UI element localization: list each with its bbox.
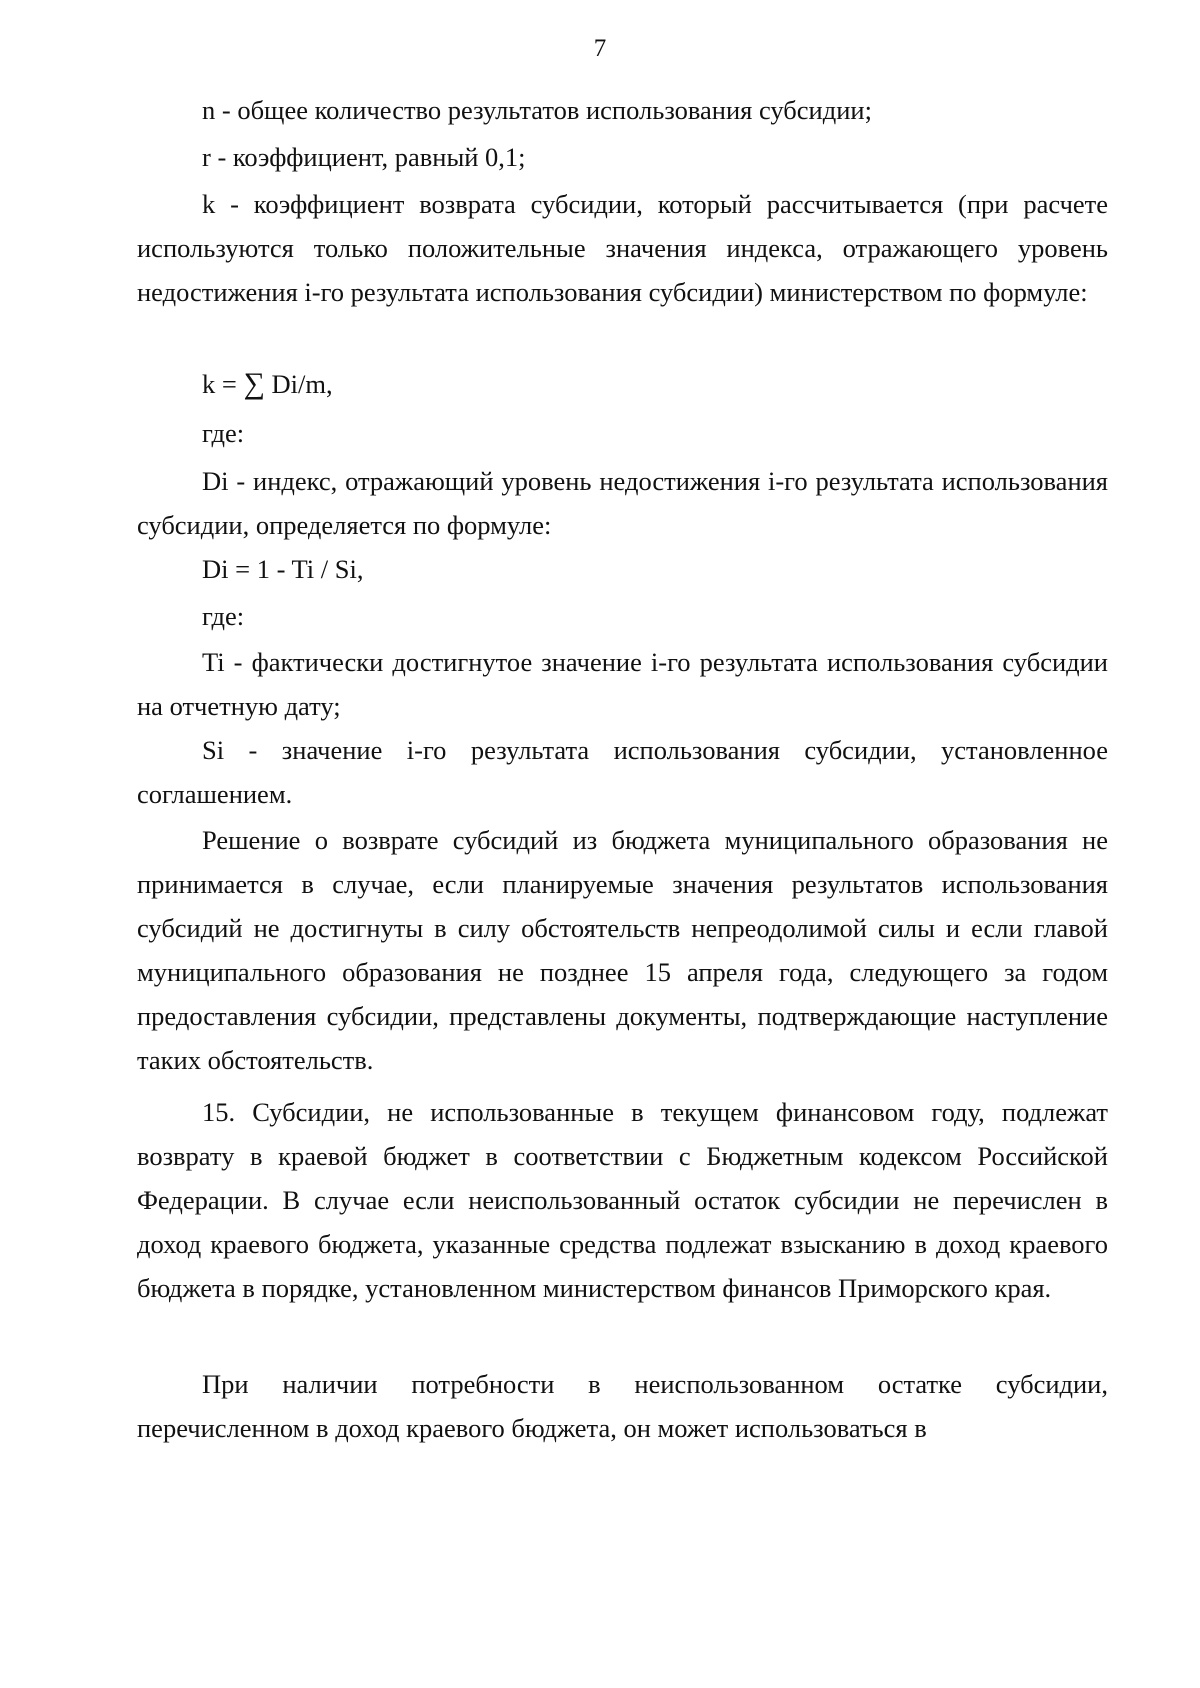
di-formula: Di = 1 - Ti / Si,: [202, 554, 364, 584]
k-formula-block: [137, 362, 1108, 406]
item-15-block: [137, 1090, 1108, 1310]
page-number: 7: [593, 35, 607, 62]
ti-definition-block: [137, 640, 1108, 728]
n-definition: n - общее количество результатов использования субсидии;: [202, 95, 872, 125]
r-definition-block: [137, 135, 1108, 179]
k-formula: [137, 362, 1108, 406]
si-definition: Si - значение i-го результата использования субсидии, установленное соглашением.: [137, 735, 1108, 809]
where-label-2: где:: [202, 601, 245, 631]
n-definition-block: [137, 88, 1108, 132]
di-definition-block: [137, 459, 1108, 547]
ti-definition: Ti - фактически достигнутое значение i-го результата использования субсидии на отчетную дату;: [137, 647, 1108, 721]
k-definition: k - коэффициент возврата субсидии, который рассчитывается (при расчете используются только положительные значения индекса, отражающего уровень недостижения i-го результата использования субсидии) министерством по формуле:: [137, 189, 1108, 307]
di-formula-block: [137, 547, 1108, 591]
si-definition-block: [137, 728, 1108, 816]
k-formula-lhs: k =: [202, 369, 244, 399]
where-label-1: где:: [202, 418, 245, 448]
k-formula-rhs: Di/m,: [264, 369, 333, 399]
k-definition-block: [137, 182, 1108, 314]
item-15-paragraph: 15. Субсидии, не использованные в текущем финансовом году, подлежат возврату в краевой бюджет в соответствии с Бюджетным кодексом Российской Федерации. В случае если неиспользованный остаток субсидии не перечислен в доход краевого бюджета, указанные средства подлежат взысканию в доход краевого бюджета в порядке, установленном министерством финансов Приморского края.: [137, 1097, 1108, 1303]
sum-sign: ∑: [243, 367, 265, 400]
r-definition: r - коэффициент, равный 0,1;: [202, 142, 526, 172]
where-2-block: [137, 594, 1108, 638]
need-block: [137, 1362, 1108, 1450]
di-definition: Di - индекс, отражающий уровень недостижения i-го результата использования субсидии, определяется по формуле:: [137, 466, 1108, 540]
where-1-block: [137, 411, 1108, 455]
decision-block: [137, 818, 1108, 1082]
need-paragraph: При наличии потребности в неиспользованном остатке субсидии, перечисленном в доход краевого бюджета, он может использоваться в: [137, 1369, 1108, 1443]
decision-paragraph: Решение о возврате субсидий из бюджета муниципального образования не принимается в случае, если планируемые значения результатов использования субсидий не достигнуты в силу обстоятельств непреодолимой силы и если главой муниципального образования не позднее 15 апреля года, следующего за годом предоставления субсидии, представлены документы, подтверждающие наступление таких обстоятельств.: [137, 825, 1108, 1075]
